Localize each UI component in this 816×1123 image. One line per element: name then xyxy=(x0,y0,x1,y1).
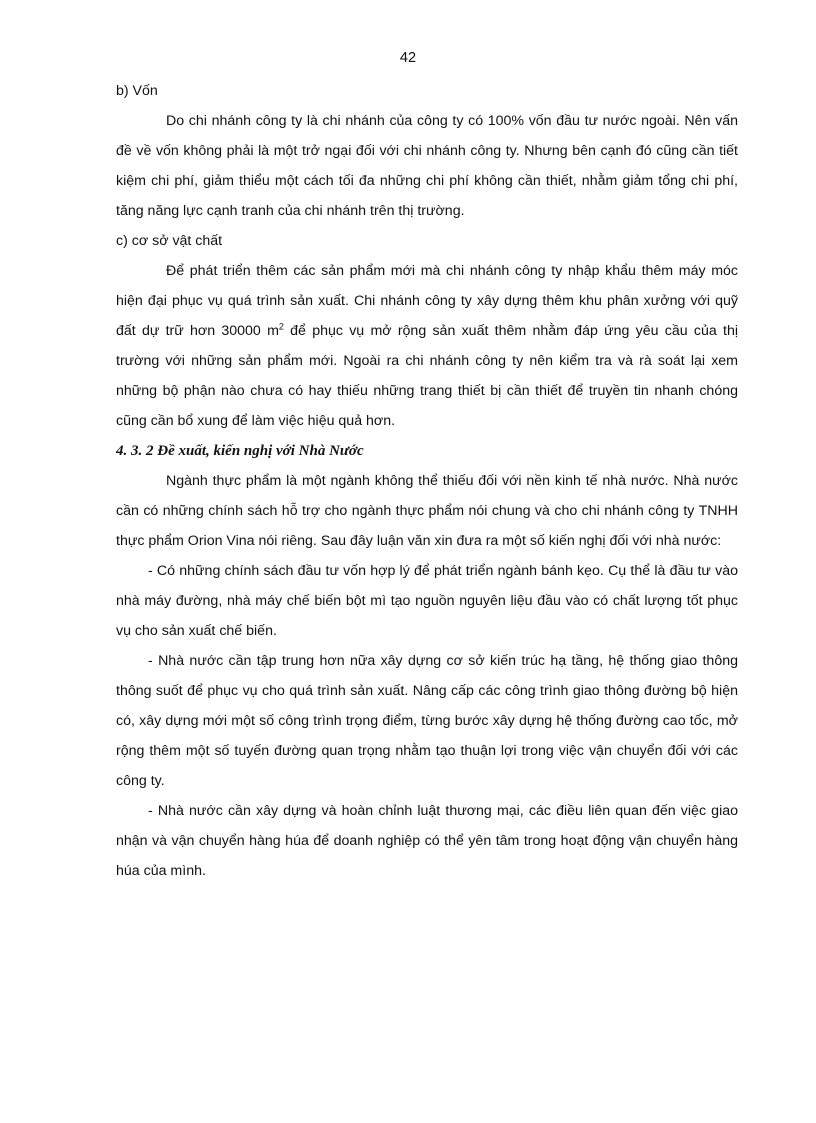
page-number: 42 xyxy=(399,50,417,66)
capital-section-label: b) Vốn xyxy=(116,83,158,99)
square-meter-superscript: 2 xyxy=(278,321,284,332)
facilities-paragraph-text-after: để phục vụ mở rộng sản xuất thêm nhằm đáp ứng yêu cầu của thị trường với những sản phẩm mới. Ngoài ra chi nhánh công ty nên kiểm tra và rà soát lại xem những bộ phận nào chưa có hay thiếu những trang thiết bị cần thiết để truyền tin nhanh chóng cũng cần bổ xung để làm việc hiệu quả hơn. xyxy=(116,323,738,429)
facilities-section-label: c) cơ sở vật chất xyxy=(116,233,223,249)
facilities-paragraph xyxy=(116,256,738,436)
proposal-intro-paragraph: Ngành thực phẩm là một ngành không thể thiếu đối với nền kinh tế nhà nước. Nhà nước cần có những chính sách hỗ trợ cho ngành thực phẩm nói chung và cho chi nhánh công ty TNHH thực phẩm Orion Vina nói riêng. Sau đây luận văn xin đưa ra một số kiến nghị đối với nhà nước: xyxy=(116,473,738,549)
proposal-bullet-trade-law: - Nhà nước cần xây dựng và hoàn chỉnh luật thương mại, các điều liên quan đến việc giao nhận và vận chuyển hàng húa để doanh nghiệp có thể yên tâm trong hoạt động vận chuyển hàng húa của mình. xyxy=(116,803,738,879)
facilities-paragraph-text-before: Để phát triển thêm các sản phẩm mới mà chi nhánh công ty nhập khẩu thêm máy móc hiện đại phục vụ quá trình sản xuất. Chi nhánh công ty xây dựng thêm khu phân xưởng với quỹ đất dự trữ hơn 30000 m xyxy=(116,263,738,339)
page-content xyxy=(116,76,738,886)
proposal-bullet-infrastructure: - Nhà nước cần tập trung hơn nữa xây dựng cơ sở kiến trúc hạ tầng, hệ thống giao thông thông suốt để phục vụ cho quá trình sản xuất. Nâng cấp các công trình giao thông đường bộ hiện có, xây dựng mới một số công trình trọng điểm, từng bước xây dựng hệ thống đường cao tốc, mở rộng thêm một số tuyến đường quan trọng nhằm tạo thuận lợi trong việc vận chuyển đối với các công ty. xyxy=(116,653,738,789)
proposal-section-heading: 4. 3. 2 Đề xuất, kiến nghị với Nhà Nước xyxy=(116,443,364,459)
proposal-bullet-investment: - Có những chính sách đầu tư vốn hợp lý để phát triển ngành bánh kẹo. Cụ thể là đầu tư vào nhà máy đường, nhà máy chế biến bột mì tạo nguồn nguyên liệu đầu vào có chất lượng tốt phục vụ cho sản xuất chế biến. xyxy=(116,563,738,639)
capital-paragraph: Do chi nhánh công ty là chi nhánh của công ty có 100% vốn đầu tư nước ngoài. Nên vấn đề về vốn không phải là một trở ngại đối với chi nhánh công ty. Nhưng bên cạnh đó cũng cần tiết kiệm chi phí, giảm thiểu một cách tối đa những chi phí không cần thiết, nhằm giảm tổng chi phí, tăng năng lực cạnh tranh của chi nhánh trên thị trường. xyxy=(116,113,738,219)
